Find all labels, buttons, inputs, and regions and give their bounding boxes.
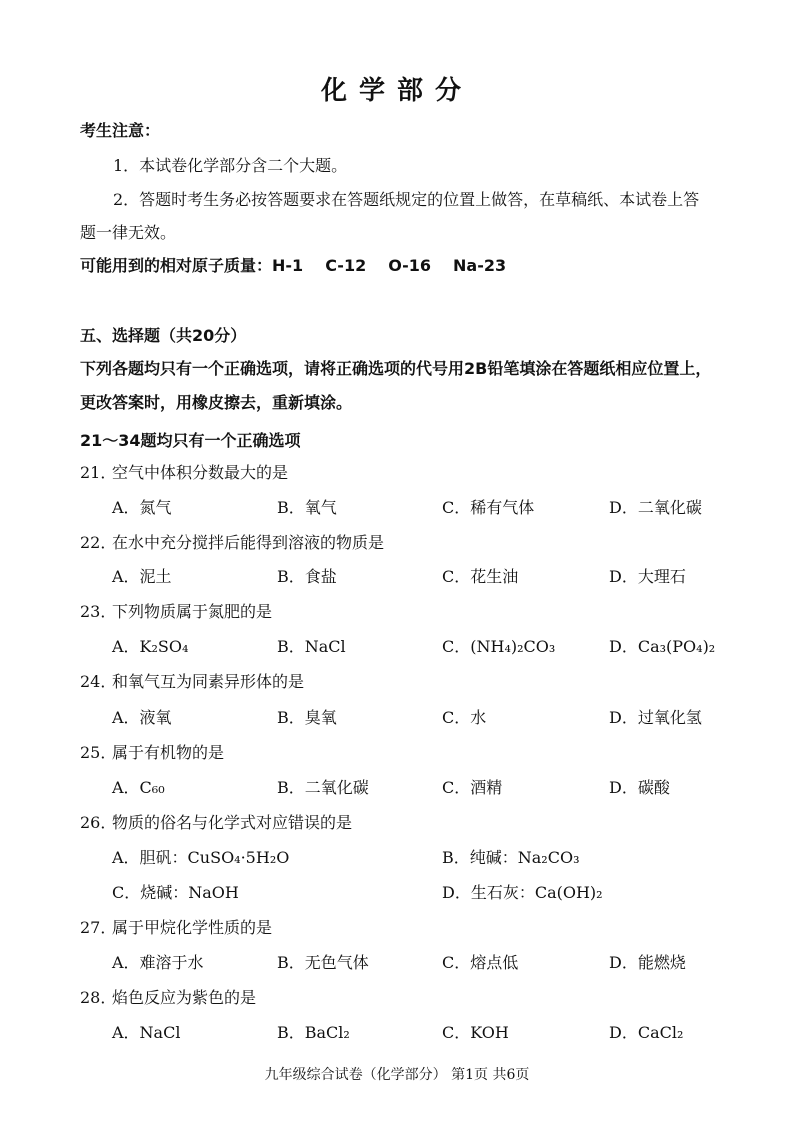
option-c: C．花生油 (442, 567, 519, 586)
question-number: 27． (80, 918, 117, 937)
option-b: B．纯碱：Na₂CO₃ (442, 848, 580, 867)
option-c: C．稀有气体 (442, 498, 535, 517)
notice-item-2-line-1: 2．答题时考生务必按答题要求在答题纸规定的位置上做答，在草稿纸、本试卷上答 (113, 190, 700, 209)
option-c: C．酒精 (442, 778, 503, 797)
question-number: 23． (80, 602, 117, 621)
question-text: 空气中体积分数最大的是 (112, 463, 289, 482)
atomic-mass-item: C-12 (325, 256, 367, 275)
question-number: 24． (80, 672, 117, 691)
option-d: D．过氧化氢 (609, 708, 702, 727)
question-number: 25． (80, 743, 117, 762)
question-text: 和氧气互为同素异形体的是 (112, 672, 305, 691)
question-text: 属于甲烷化学性质的是 (112, 918, 273, 937)
question-stem (80, 985, 256, 1008)
option-d: D．能燃烧 (609, 953, 686, 972)
question-text: 下列物质属于氮肥的是 (112, 602, 273, 621)
option-a: A．NaCl (112, 1023, 181, 1042)
question-stem (80, 810, 352, 833)
question-number: 26． (80, 813, 117, 832)
atomic-mass-item: Na-23 (453, 256, 507, 275)
notice-item-2-line-2: 题一律无效。 (80, 223, 177, 242)
option-a: A．K₂SO₄ (112, 637, 189, 656)
option-d: D．生石灰：Ca(OH)₂ (442, 883, 603, 902)
option-d: D．碳酸 (609, 778, 670, 797)
section-subheading: 21～34题均只有一个正确选项 (80, 431, 301, 450)
question-number: 21． (80, 463, 117, 482)
option-d: D．二氧化碳 (609, 498, 702, 517)
atomic-mass-label: 可能用到的相对原子质量： (80, 256, 273, 275)
question-text: 属于有机物的是 (112, 743, 225, 762)
question-stem (80, 915, 272, 938)
section-instruction-line-1: 下列各题均只有一个正确选项，请将正确选项的代号用2B铅笔填涂在答题纸相应位置上， (80, 359, 712, 378)
notice-label: 考生注意： (80, 121, 161, 140)
atomic-mass-item: H-1 (272, 256, 304, 275)
option-b: B．臭氧 (277, 708, 337, 727)
section-title: 五、选择题（共20分） (80, 326, 247, 345)
question-stem (80, 460, 288, 483)
option-a: A．难溶于水 (112, 953, 204, 972)
question-stem (80, 740, 224, 763)
option-b: B．BaCl₂ (277, 1023, 350, 1042)
question-number: 22． (80, 533, 117, 552)
option-b: B．NaCl (277, 637, 346, 656)
question-text: 焰色反应为紫色的是 (112, 988, 257, 1007)
option-a: A．C₆₀ (112, 778, 165, 797)
question-text: 在水中充分搅拌后能得到溶液的物质是 (112, 533, 385, 552)
question-stem (80, 599, 272, 622)
question-number: 28． (80, 988, 117, 1007)
option-c: C．熔点低 (442, 953, 519, 972)
section-instruction-line-2: 更改答案时，用橡皮擦去，重新填涂。 (80, 393, 353, 412)
option-b: B．食盐 (277, 567, 337, 586)
option-a: A．胆矾：CuSO₄·5H₂O (112, 848, 290, 867)
option-b: B．无色气体 (277, 953, 369, 972)
option-c: C．烧碱：NaOH (112, 883, 239, 902)
notice-item-1: 1．本试卷化学部分含二个大题。 (113, 156, 348, 175)
option-d: D．CaCl₂ (609, 1023, 684, 1042)
option-d: D．大理石 (609, 567, 686, 586)
option-a: A．泥土 (112, 567, 172, 586)
question-stem (80, 530, 384, 553)
atomic-mass-line (80, 253, 528, 276)
option-b: B．二氧化碳 (277, 778, 369, 797)
question-text: 物质的俗名与化学式对应错误的是 (112, 813, 353, 832)
option-c: C．水 (442, 708, 487, 727)
question-stem (80, 669, 304, 692)
option-a: A．氮气 (112, 498, 172, 517)
option-c: C．(NH₄)₂CO₃ (442, 637, 556, 656)
option-b: B．氧气 (277, 498, 337, 517)
page-title: 化学部分 (320, 76, 473, 106)
option-c: C．KOH (442, 1023, 509, 1042)
option-d: D．Ca₃(PO₄)₂ (609, 637, 716, 656)
option-a: A．液氧 (112, 708, 172, 727)
page-footer: 九年级综合试卷（化学部分） 第1页 共6页 (264, 1067, 530, 1083)
atomic-mass-item: O-16 (388, 256, 432, 275)
